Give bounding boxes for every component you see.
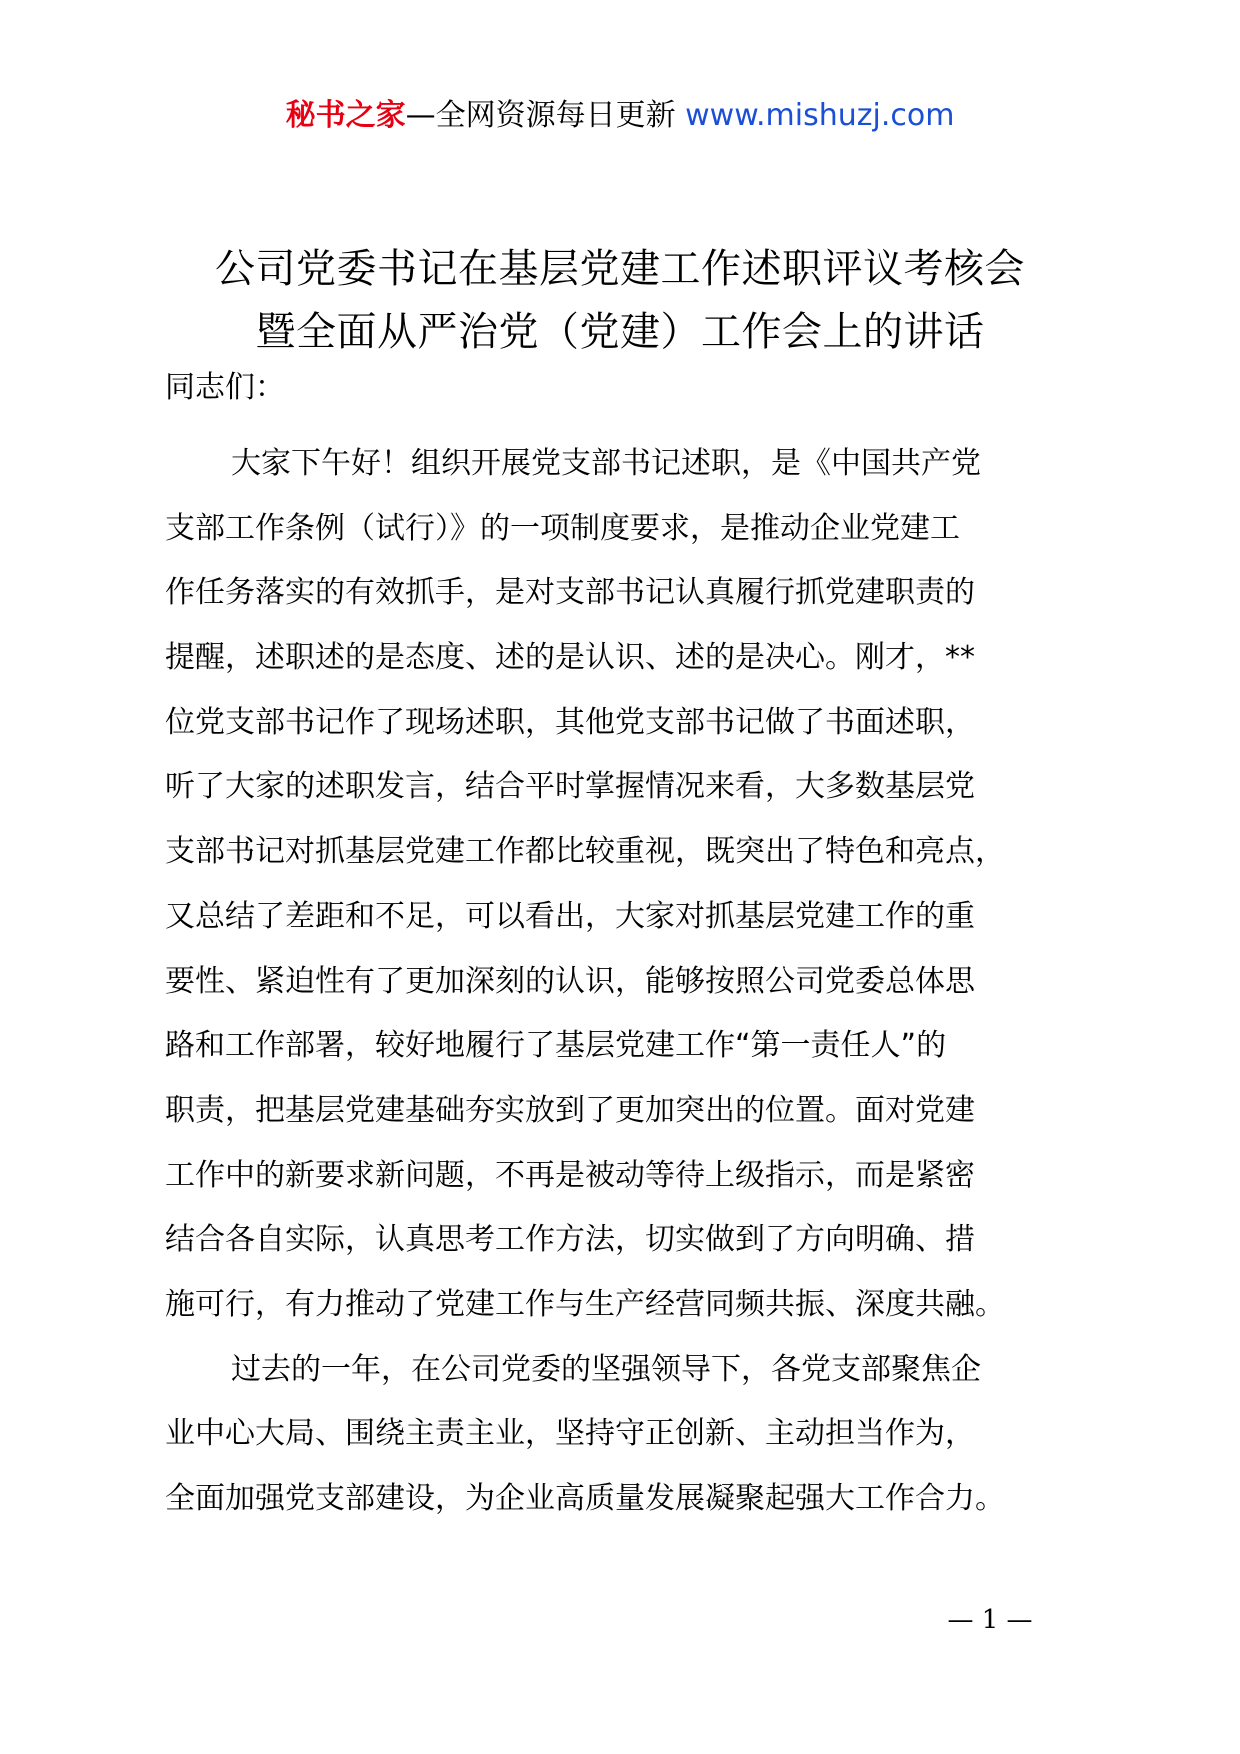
site-tagline: —全网资源每日更新: [405, 98, 686, 133]
site-brand: 秘书之家: [285, 98, 406, 133]
document-title: [130, 238, 1110, 364]
paragraph-1-line-3: 作任务落实的有效抓手，是对支部书记认真履行抓党建职责的: [165, 575, 975, 611]
title-line-2: 暨全面从严治党（党建）工作会上的讲话: [255, 309, 985, 355]
paragraph-1-line-6: 听了大家的述职发言，结合平时掌握情况来看，大多数基层党: [165, 769, 975, 805]
paragraph-1-line-7: 支部书记对抓基层党建工作都比较重视，既突出了特色和亮点，: [165, 834, 1005, 870]
paragraph-1-line-4: 提醒，述职述的是态度、述的是认识、述的是决心。刚才，**: [165, 640, 975, 676]
paragraph-1-line-13: 结合各自实际，认真思考工作方法，切实做到了方向明确、措: [165, 1222, 975, 1258]
salutation: 同志们：: [165, 370, 285, 405]
paragraph-1-line-11: 职责，把基层党建基础夯实放到了更加突出的位置。面对党建: [165, 1092, 975, 1128]
body-text: [165, 432, 1115, 1532]
paragraph-1-line-2: 支部工作条例（试行）》的一项制度要求，是推动企业党建工: [165, 510, 960, 546]
site-header: [0, 96, 1240, 136]
paragraph-1-line-9: 要性、紧迫性有了更加深刻的认识，能够按照公司党委总体思: [165, 963, 975, 999]
title-line-1: 公司党委书记在基层党建工作述职评议考核会: [215, 246, 1025, 292]
paragraph-1-line-1: 大家下午好！组织开展党支部书记述职，是《中国共产党: [231, 446, 981, 481]
paragraph-1-line-14: 施可行，有力推动了党建工作与生产经营同频共振、深度共融。: [165, 1286, 1005, 1322]
paragraph-1-line-10: 路和工作部署，较好地履行了基层党建工作“第一责任人”的: [165, 1028, 947, 1064]
page-number: — 1 —: [947, 1605, 1033, 1635]
paragraph-2-line-1: 过去的一年，在公司党委的坚强领导下，各党支部聚焦企: [231, 1351, 981, 1387]
paragraph-2-line-3: 全面加强党支部建设，为企业高质量发展凝聚起强大工作合力。: [165, 1481, 1005, 1516]
paragraph-1-line-12: 工作中的新要求新问题，不再是被动等待上级指示，而是紧密: [165, 1157, 975, 1193]
paragraph-1-line-8: 又总结了差距和不足，可以看出，大家对抓基层党建工作的重: [165, 898, 975, 934]
paragraph-2-line-2: 业中心大局、围绕主责主业，坚持守正创新、主动担当作为，: [165, 1416, 975, 1452]
paragraph-1-line-5: 位党支部书记作了现场述职，其他党支部书记做了书面述职，: [165, 704, 975, 740]
site-url-link[interactable]: www.mishuzj.com: [685, 98, 955, 133]
